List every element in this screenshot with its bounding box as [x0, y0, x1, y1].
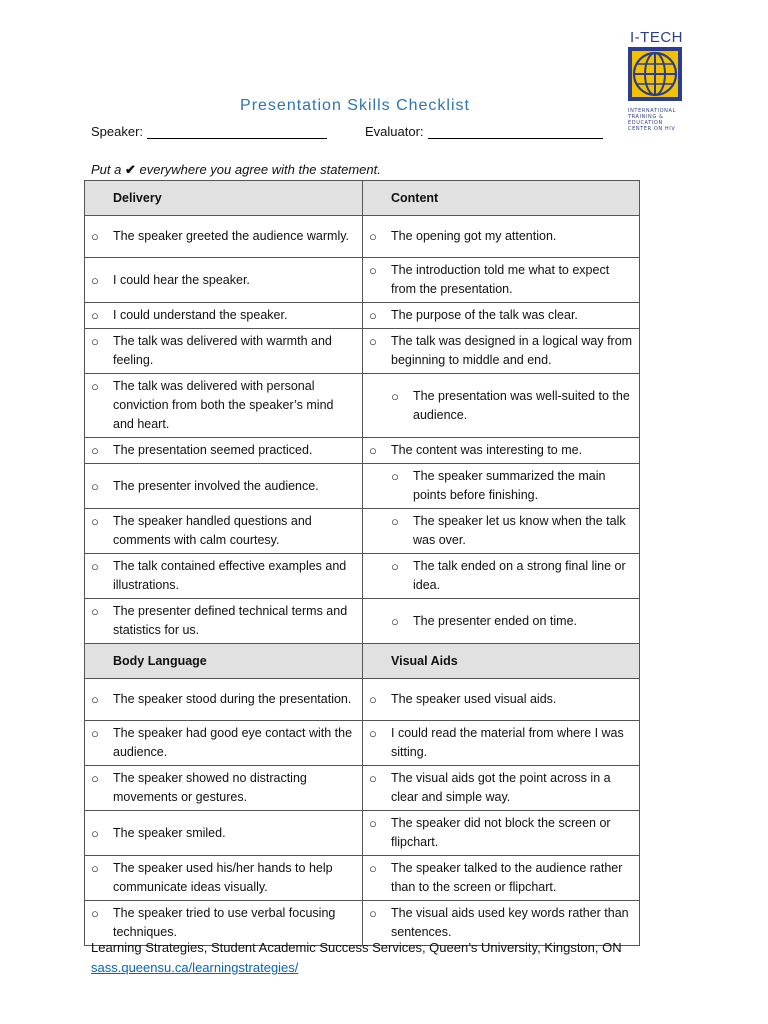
checklist-item[interactable] — [363, 609, 639, 634]
checkbox-circle-icon[interactable]: ○ — [91, 334, 99, 349]
checklist-cell — [363, 303, 640, 329]
speaker-blank[interactable] — [147, 124, 327, 139]
checkbox-circle-icon[interactable]: ○ — [369, 263, 377, 278]
table-row — [85, 329, 640, 374]
checklist-cell — [85, 464, 363, 509]
speaker-label: Speaker: — [91, 124, 144, 139]
checklist-item[interactable] — [85, 721, 362, 765]
checklist-statement: The talk ended on a strong final line or idea. — [413, 559, 626, 592]
checklist-cell — [85, 216, 363, 258]
checkbox-circle-icon[interactable]: ○ — [369, 906, 377, 921]
checklist-cell — [363, 329, 640, 374]
checklist-statement: The speaker showed no distracting movements or gestures. — [113, 771, 307, 804]
checklist-cell — [363, 599, 640, 644]
checklist-statement: The speaker had good eye contact with the audience. — [113, 726, 353, 759]
checklist-statement: The visual aids used key words rather than sentences. — [391, 906, 629, 939]
checkbox-circle-icon[interactable]: ○ — [91, 825, 99, 841]
checklist-statement: The opening got my attention. — [391, 229, 557, 243]
checkbox-circle-icon[interactable]: ○ — [391, 559, 399, 574]
checkbox-circle-icon[interactable]: ○ — [91, 906, 99, 921]
checkbox-circle-icon[interactable]: ○ — [91, 443, 99, 458]
checkbox-circle-icon[interactable]: ○ — [369, 308, 377, 323]
section-header-cell — [363, 181, 640, 216]
checklist-statement: The talk was delivered with personal conviction from both the speaker’s mind and heart. — [113, 379, 334, 431]
checklist-item[interactable] — [363, 303, 639, 328]
checklist-item[interactable] — [85, 599, 362, 643]
checklist-statement: The purpose of the talk was clear. — [391, 308, 578, 322]
checklist-item[interactable] — [363, 384, 639, 428]
checklist-cell — [85, 766, 363, 811]
checklist-statement: The speaker used his/her hands to help communicate ideas visually. — [113, 861, 333, 894]
table-row — [85, 721, 640, 766]
checkbox-circle-icon[interactable]: ○ — [91, 771, 99, 786]
checklist-cell — [363, 509, 640, 554]
checklist-cell — [85, 509, 363, 554]
checklist-statement: The speaker handled questions and comments with calm courtesy. — [113, 514, 312, 547]
checklist-item[interactable] — [85, 474, 362, 499]
checklist-item[interactable] — [363, 329, 639, 373]
table-row — [85, 766, 640, 811]
checklist-statement: The talk was designed in a logical way from beginning to middle and end. — [391, 334, 633, 367]
table-row — [85, 374, 640, 438]
checklist-statement: The speaker talked to the audience rather than to the screen or flipchart. — [391, 861, 623, 894]
checklist-item[interactable] — [363, 856, 639, 900]
checklist-statement: The speaker smiled. — [113, 825, 226, 840]
checklist-cell — [363, 856, 640, 901]
instruction-text: Put a ✔ everywhere you agree with the statement. — [91, 162, 381, 177]
checklist-cell — [85, 554, 363, 599]
checklist-statement: The visual aids got the point across in a clear and simple way. — [391, 771, 611, 804]
checklist-item[interactable] — [85, 687, 362, 712]
checklist-item[interactable] — [85, 856, 362, 900]
checklist-statement: The speaker did not block the screen or flipchart. — [391, 816, 611, 849]
checklist-item[interactable] — [363, 258, 639, 302]
checklist-item[interactable] — [363, 509, 639, 553]
checkbox-circle-icon[interactable]: ○ — [391, 514, 399, 529]
checkbox-circle-icon[interactable]: ○ — [391, 469, 399, 484]
checklist-cell — [85, 303, 363, 329]
table-row — [85, 599, 640, 644]
checklist-statement: The content was interesting to me. — [391, 443, 583, 457]
table-row — [85, 856, 640, 901]
checkbox-circle-icon[interactable]: ○ — [91, 272, 99, 288]
checkbox-circle-icon[interactable]: ○ — [91, 861, 99, 876]
section-header-cell — [85, 644, 363, 679]
table-row — [85, 811, 640, 856]
checklist-statement: I could read the material from where I was sitting. — [391, 726, 624, 759]
checklist-cell — [85, 438, 363, 464]
checklist-item[interactable] — [363, 224, 639, 249]
footer-org: Learning Strategies, Student Academic Success Services, Queen’s University, Kingston, ON — [91, 940, 622, 955]
checkbox-circle-icon[interactable]: ○ — [91, 478, 99, 494]
checklist-item[interactable] — [85, 438, 362, 463]
checklist-statement: The speaker tried to use verbal focusing techniques. — [113, 906, 336, 939]
checklist-cell — [363, 811, 640, 856]
checkmark-icon: ✔ — [124, 162, 136, 177]
checklist-statement: The presenter ended on time. — [413, 613, 577, 628]
section-header-label: Delivery — [113, 191, 162, 205]
checkbox-circle-icon[interactable]: ○ — [91, 692, 99, 707]
checklist-cell — [363, 464, 640, 509]
section-header-row — [85, 644, 640, 679]
checklist-item[interactable] — [85, 554, 362, 598]
checklist-cell — [85, 329, 363, 374]
table-row — [85, 258, 640, 303]
checkbox-circle-icon[interactable]: ○ — [91, 308, 99, 323]
checklist-statement: The speaker used visual aids. — [391, 692, 557, 706]
checkbox-circle-icon[interactable]: ○ — [91, 379, 99, 394]
section-header-row — [85, 181, 640, 216]
checklist-cell — [363, 216, 640, 258]
checkbox-circle-icon[interactable]: ○ — [369, 726, 377, 741]
checklist-item[interactable] — [85, 329, 362, 373]
checklist-table — [84, 180, 640, 946]
checkbox-circle-icon[interactable]: ○ — [369, 692, 377, 707]
checklist-cell — [85, 374, 363, 438]
checklist-item[interactable] — [85, 509, 362, 553]
section-header-label: Body Language — [113, 654, 207, 668]
checklist-item[interactable] — [85, 374, 362, 437]
logo-subtitle: INTERNATIONAL TRAINING & EDUCATION CENTER ON HIV — [628, 108, 676, 132]
checklist-statement: The speaker greeted the audience warmly. — [113, 229, 350, 243]
evaluator-label: Evaluator: — [365, 124, 424, 139]
checklist-item[interactable] — [363, 464, 639, 508]
section-header-label: Visual Aids — [391, 654, 458, 668]
checklist-cell — [363, 766, 640, 811]
checklist-cell — [363, 554, 640, 599]
checkbox-circle-icon[interactable]: ○ — [369, 861, 377, 876]
checklist-item[interactable] — [363, 438, 639, 463]
checkbox-circle-icon[interactable]: ○ — [391, 613, 399, 629]
checklist-item[interactable] — [85, 303, 362, 328]
page-title: Presentation Skills Checklist — [240, 97, 470, 114]
checklist-cell — [363, 438, 640, 464]
checklist-item[interactable] — [363, 766, 639, 810]
checklist-statement: The presenter defined technical terms and statistics for us. — [113, 604, 348, 637]
checkbox-circle-icon[interactable]: ○ — [91, 726, 99, 741]
table-row — [85, 464, 640, 509]
checklist-cell — [363, 721, 640, 766]
checkbox-circle-icon[interactable]: ○ — [391, 388, 399, 404]
checklist-item[interactable] — [85, 224, 362, 249]
itech-logo — [628, 30, 688, 132]
section-header-cell — [363, 644, 640, 679]
checkbox-circle-icon[interactable]: ○ — [91, 514, 99, 529]
logo-name: I-TECH — [630, 29, 683, 46]
checkbox-circle-icon[interactable]: ○ — [91, 604, 99, 619]
checklist-item[interactable] — [363, 811, 639, 855]
checklist-statement: The speaker summarized the main points before finishing. — [413, 469, 606, 502]
checklist-cell — [85, 811, 363, 856]
checklist-cell — [85, 599, 363, 644]
checklist-cell — [363, 374, 640, 438]
checkbox-circle-icon[interactable]: ○ — [369, 334, 377, 349]
evaluator-field[interactable] — [365, 124, 603, 139]
checkbox-circle-icon[interactable]: ○ — [369, 816, 377, 831]
checklist-statement: I could hear the speaker. — [113, 272, 250, 287]
checklist-statement: The introduction told me what to expect from the presentation. — [391, 263, 610, 296]
checklist-statement: The presentation seemed practiced. — [113, 443, 313, 457]
checklist-cell — [85, 856, 363, 901]
checklist-statement: The speaker let us know when the talk was over. — [413, 514, 626, 547]
table-row — [85, 509, 640, 554]
evaluator-blank[interactable] — [428, 124, 603, 139]
checkbox-circle-icon[interactable]: ○ — [369, 443, 377, 458]
table-row — [85, 679, 640, 721]
table-row — [85, 303, 640, 329]
section-header-cell — [85, 181, 363, 216]
section-header-label: Content — [391, 191, 439, 205]
table-row — [85, 554, 640, 599]
checklist-cell — [85, 721, 363, 766]
table-row — [85, 438, 640, 464]
checklist-cell — [85, 258, 363, 303]
checkbox-circle-icon[interactable]: ○ — [91, 229, 99, 244]
checklist-statement: The speaker stood during the presentation. — [113, 692, 352, 706]
table-row — [85, 216, 640, 258]
checklist-cell — [363, 258, 640, 303]
checkbox-circle-icon[interactable]: ○ — [369, 771, 377, 786]
checklist-item[interactable] — [85, 766, 362, 810]
checklist-cell — [85, 679, 363, 721]
checklist-item[interactable] — [85, 268, 362, 293]
checklist-item[interactable] — [363, 687, 639, 712]
checklist-item[interactable] — [363, 554, 639, 598]
checklist-statement: The talk contained effective examples and illustrations. — [113, 559, 347, 592]
checklist-statement: The talk was delivered with warmth and feeling. — [113, 334, 332, 367]
globe-logo-icon — [628, 47, 682, 101]
checklist-statement: I could understand the speaker. — [113, 308, 288, 322]
checklist-statement: The presenter involved the audience. — [113, 478, 319, 493]
checklist-item[interactable] — [85, 821, 362, 846]
footer-link[interactable]: sass.queensu.ca/learningstrategies/ — [91, 960, 299, 975]
checklist-statement: The presentation was well-suited to the audience. — [413, 388, 630, 422]
checklist-cell — [363, 679, 640, 721]
speaker-field[interactable] — [91, 124, 327, 139]
footer — [91, 938, 622, 978]
checkbox-circle-icon[interactable]: ○ — [369, 229, 377, 244]
checklist-item[interactable] — [363, 721, 639, 765]
checkbox-circle-icon[interactable]: ○ — [91, 559, 99, 574]
